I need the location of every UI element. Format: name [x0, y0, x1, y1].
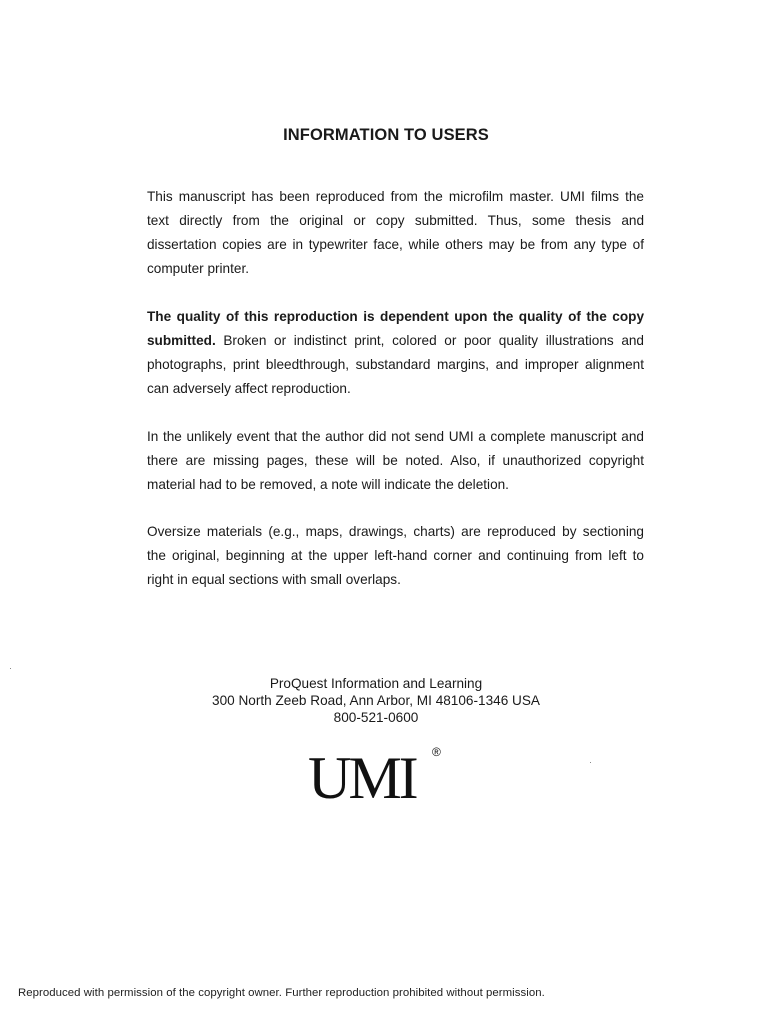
- paragraph-missing-pages-notice: In the unlikely event that the author did not send UMI a complete manuscript and there are missing pages, these will be noted. Also, if unauthorized copyright material had to be removed, a note will indicate the deletion.: [147, 429, 644, 492]
- publisher-phone: 800-521-0600: [333, 710, 419, 725]
- scan-speck: [10, 668, 11, 669]
- publisher-street-address: 300 North Zeeb Road, Ann Arbor, MI 48106-1346 USA: [212, 693, 540, 708]
- publisher-address-block: [0, 675, 752, 726]
- umi-logo: [308, 738, 458, 818]
- paragraph-oversize-materials-notice: Oversize materials (e.g., maps, drawings, charts) are reproduced by sectioning the original, beginning at the upper left-hand corner and continuing from left to right in equal sections with small overlaps.: [147, 524, 644, 587]
- quality-notice-text: Broken or indistinct print, colored or poor quality illustrations and photographs, print bleedthrough, substandard margins, and improper alignment can adversely affect reproduction.: [147, 333, 644, 396]
- copyright-footer: Reproduced with permission of the copyright owner. Further reproduction prohibited without permission.: [18, 987, 545, 999]
- umi-logo-text: UMI: [308, 745, 416, 811]
- quality-notice-bold-text: The quality of this reproduction is dependent upon the quality of the copy submitted.: [147, 309, 644, 348]
- paragraph-quality-notice: [147, 305, 644, 401]
- publisher-company-name: ProQuest Information and Learning: [269, 676, 483, 691]
- page-title: INFORMATION TO USERS: [283, 126, 489, 144]
- registered-trademark-icon: ®: [432, 745, 441, 759]
- scan-speck: [590, 762, 591, 763]
- paragraph-microfilm-notice: This manuscript has been reproduced from the microfilm master. UMI films the text directly from the original or copy submitted. Thus, some thesis and dissertation copies are in typewriter face, while others may be from any type of computer printer.: [147, 189, 644, 276]
